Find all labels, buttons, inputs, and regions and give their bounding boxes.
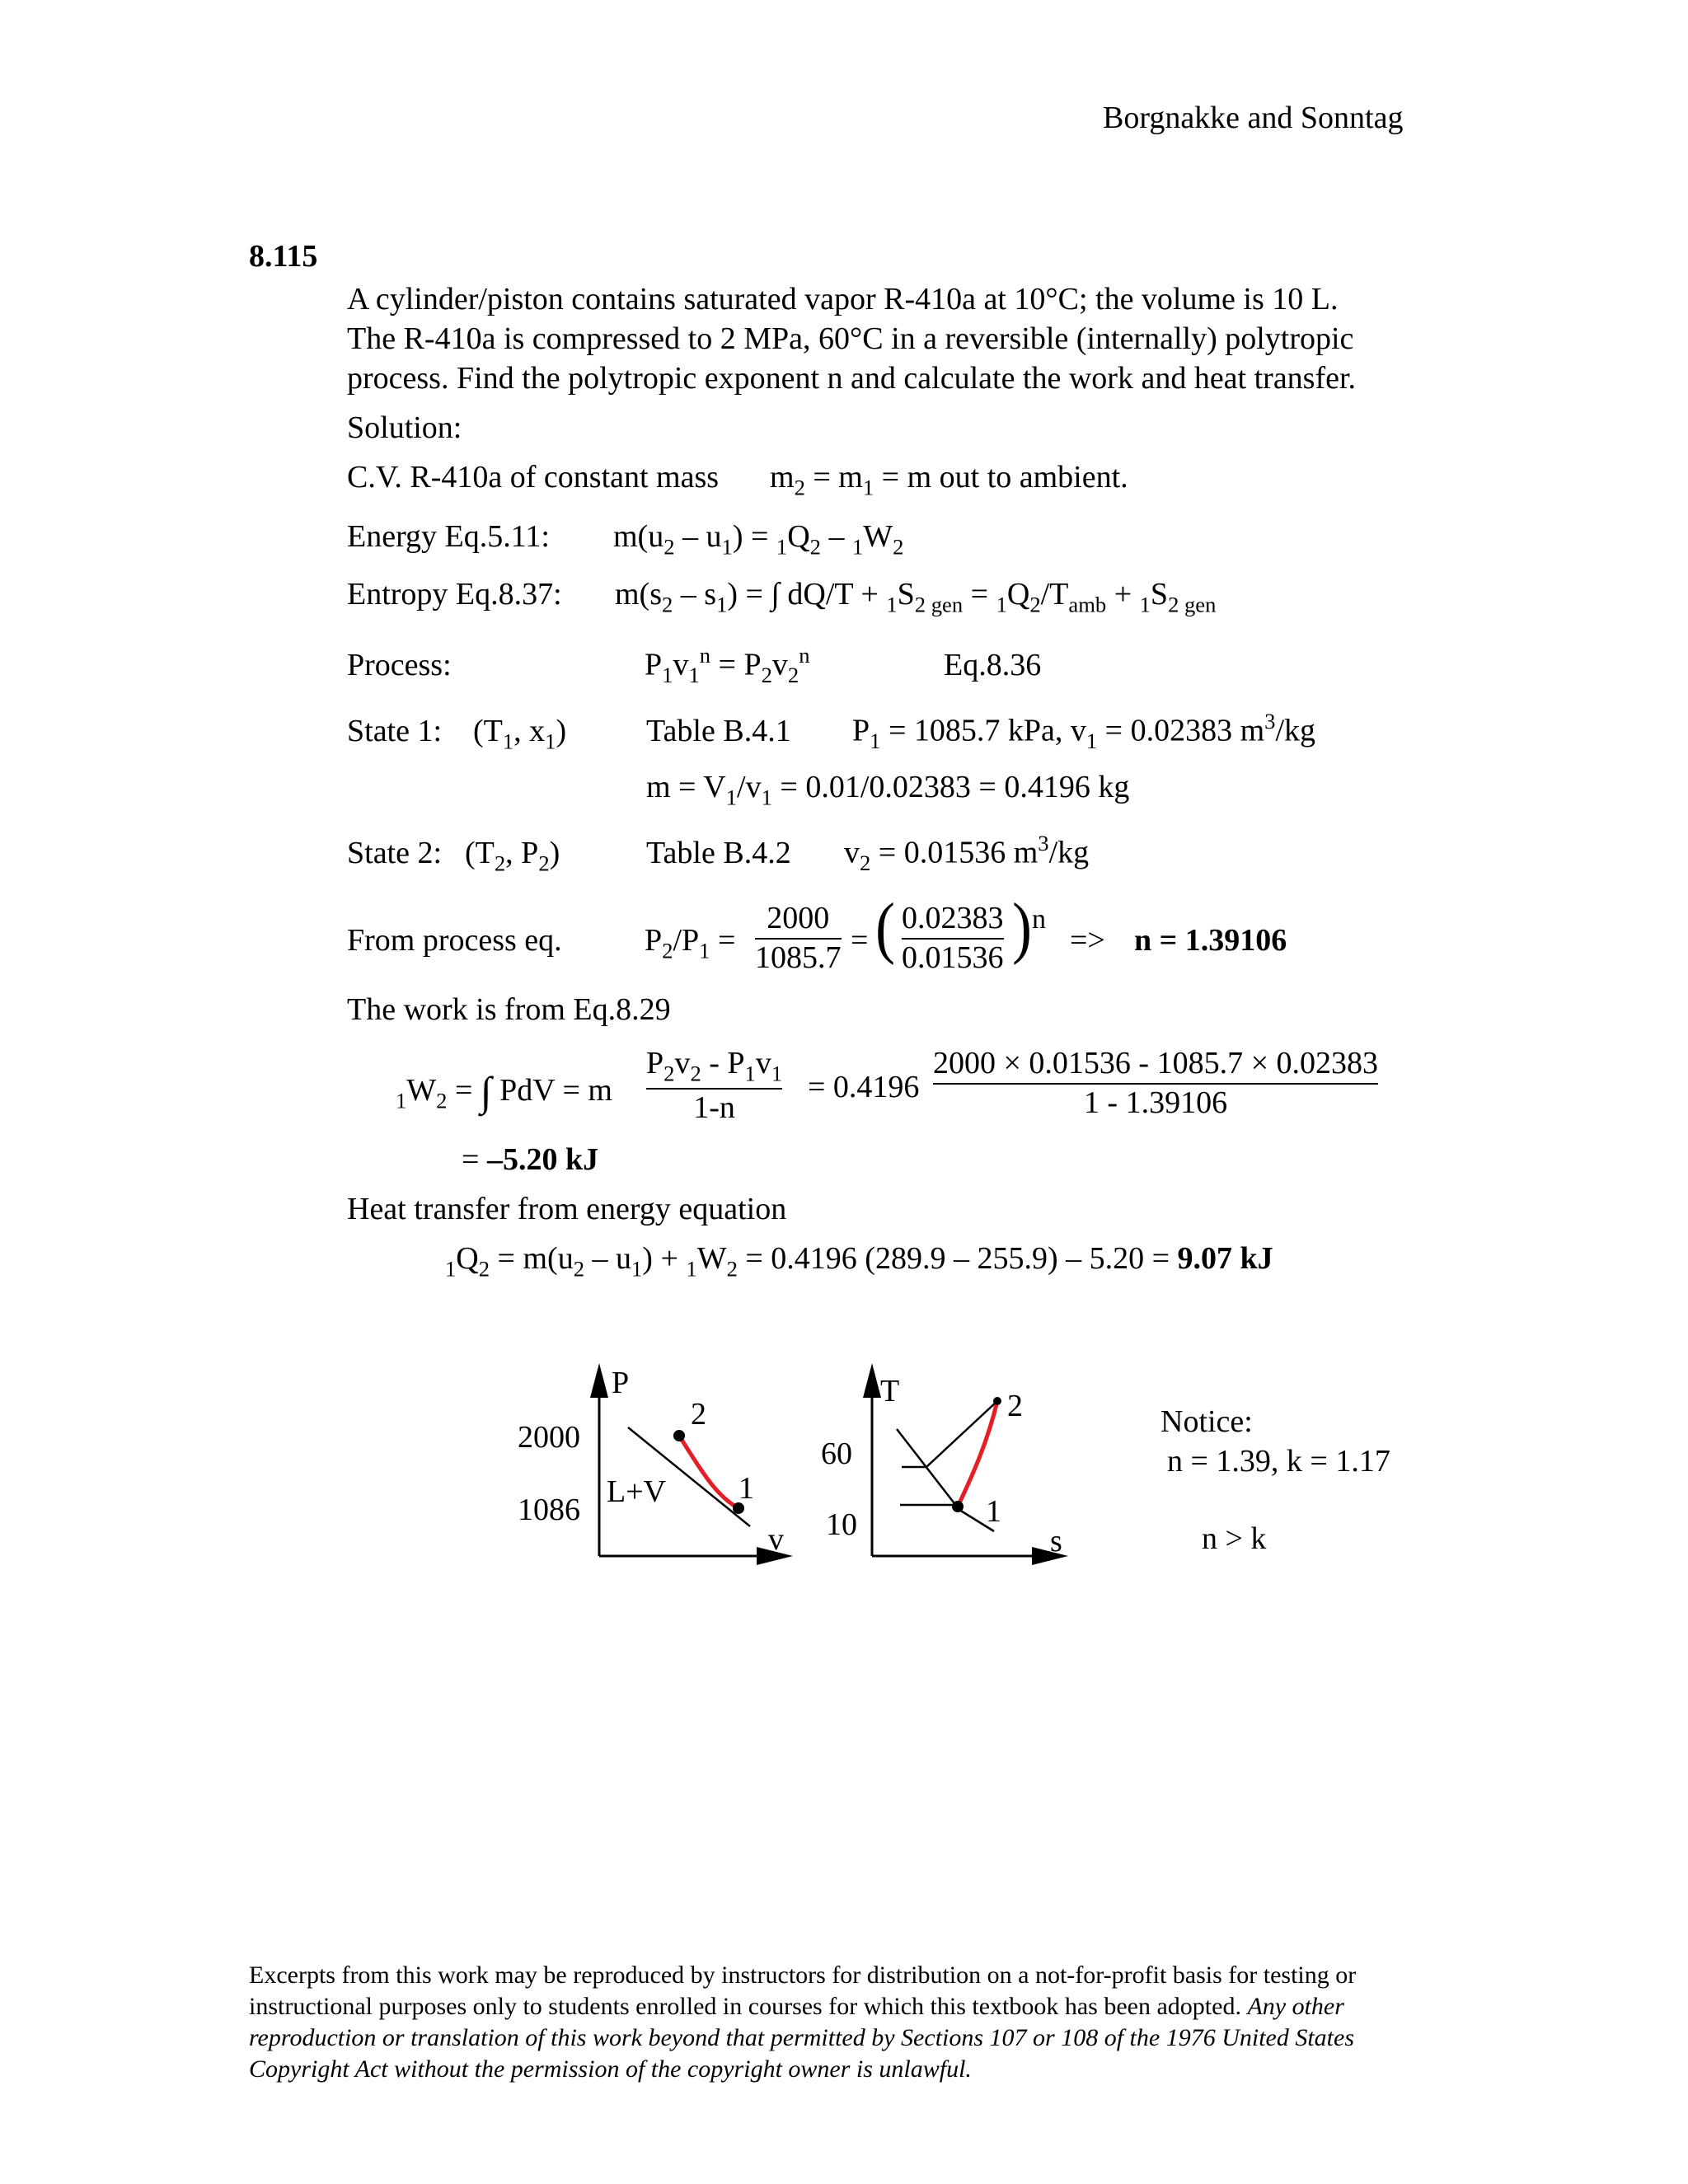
work-fraction-1-numerator: $P_2v_2 - P_1v_1$ bbox=[646, 1046, 783, 1086]
work-fraction-1-denominator: 1-n bbox=[693, 1090, 735, 1125]
ts-state1-label: 1 bbox=[986, 1494, 1001, 1529]
right-paren: ) bbox=[1012, 889, 1032, 966]
ts-state2-point bbox=[993, 1397, 1001, 1405]
work-equation-mid: = 0.4196 bbox=[808, 1070, 920, 1104]
ts-process-curve bbox=[958, 1401, 997, 1507]
problem-number: 8.115 bbox=[249, 239, 318, 274]
state1-properties: ($T_1$, $x_1$) bbox=[473, 714, 567, 754]
energy-equation: $m(u_2 - u_1) = _1Q_2 - _1W_2$ bbox=[613, 519, 904, 560]
state2-table: Table B.4.2 bbox=[646, 836, 791, 870]
exponent-n: n bbox=[1032, 904, 1046, 935]
pv-diagram bbox=[518, 1363, 793, 1565]
ts-y-axis-label: T bbox=[880, 1374, 900, 1408]
implies-arrow: => bbox=[1070, 923, 1105, 958]
state2-values: $v_2 = 0.01536$ $m^3/kg$ bbox=[844, 831, 1090, 875]
ts-tick-low: 10 bbox=[826, 1507, 857, 1542]
pv-process-curve bbox=[679, 1436, 738, 1508]
entropy-equation: $m(s_2 - s_1)$ = ∫ $dQ/T + _1S_{2 gen} = _1Q_2/T_{amb} + _1S_{2 gen}$ bbox=[615, 577, 1217, 617]
work-result: –5.20 kJ bbox=[486, 1142, 599, 1177]
ts-state2-label: 2 bbox=[1007, 1389, 1023, 1423]
from-process-label: From process eq. bbox=[347, 923, 562, 958]
ts-tick-high: 60 bbox=[821, 1436, 852, 1471]
pv-y-arrowhead bbox=[590, 1363, 608, 1398]
heat-intro: Heat transfer from energy equation bbox=[347, 1192, 787, 1226]
cv-label: C.V. R-410a of constant mass bbox=[347, 460, 720, 494]
heat-result: 9.07 kJ bbox=[1177, 1241, 1273, 1276]
ts-y-arrowhead bbox=[863, 1363, 881, 1398]
pressure-ratio: $P_2/P_1$ = bbox=[645, 923, 736, 963]
left-paren: ( bbox=[875, 889, 895, 966]
volume-fraction-denominator: 0.01536 bbox=[902, 940, 1004, 975]
work-lhs: $_1W_2$ = ∫ PdV = m bbox=[396, 1068, 612, 1114]
state2-label: State 2: bbox=[347, 836, 443, 870]
state2-properties: ($T_2$, $P_2$) bbox=[465, 836, 560, 876]
mass-equation: $m = V_1/v_1 = 0.01/0.02383 = 0.4196$ kg bbox=[646, 770, 1130, 810]
volume-fraction-numerator: 0.02383 bbox=[902, 901, 1004, 935]
heat-equation-rest: = 0.4196 (289.9 – 255.9) – 5.20 = bbox=[745, 1241, 1170, 1276]
pv-state1-label: 1 bbox=[738, 1471, 754, 1506]
pv-x-axis-label: v bbox=[768, 1522, 784, 1557]
work-intro: The work is from Eq.8.29 bbox=[347, 992, 671, 1027]
cv-equation-rest: = m out to ambient. bbox=[881, 460, 1128, 494]
process-label: Process: bbox=[347, 648, 452, 682]
state1-table: Table B.4.1 bbox=[646, 714, 791, 748]
problem-statement-line-3: process. Find the polytropic exponent n and calculate the work and heat transfer. bbox=[347, 361, 1357, 396]
notice-title: Notice: bbox=[1160, 1404, 1253, 1439]
pressure-fraction-denominator: 1085.7 bbox=[755, 940, 842, 975]
work-fraction-2-numerator: 2000 × 0.01536 - 1085.7 × 0.02383 bbox=[933, 1046, 1379, 1080]
ts-diagram bbox=[821, 1363, 1068, 1565]
ts-x-axis-label: s bbox=[1050, 1524, 1062, 1558]
pv-state2-point bbox=[673, 1430, 685, 1441]
problem-statement-line-2: The R-410a is compressed to 2 MPa, 60°C in a reversible (internally) polytropic bbox=[347, 321, 1354, 356]
state1-volume: = 0.02383 m bbox=[1104, 713, 1265, 748]
pressure-fraction-numerator: 2000 bbox=[767, 901, 830, 935]
problem-statement-line-1: A cylinder/piston contains saturated vapor R-410a at 10°C; the volume is 10 L. bbox=[347, 282, 1339, 316]
pv-region-label: L+V bbox=[607, 1474, 667, 1509]
notice-line-2: n > k bbox=[1202, 1521, 1267, 1556]
pv-state2-label: 2 bbox=[691, 1397, 706, 1432]
ts-state1-point bbox=[952, 1501, 964, 1512]
ts-dome-left bbox=[897, 1429, 959, 1510]
state1-values: $P_1 = 1085.7$ kPa, $v_1 = 0.02383$ $m^3/kg$ bbox=[852, 709, 1316, 753]
footer-italic-text: Any other reproduction or translation of this work beyond that permitted by Sections 107 or 108 of the 1976 United States Copyright Act without the permission of the copyright owner is unlawful. bbox=[249, 1993, 1355, 2083]
work-result-prefix: = bbox=[462, 1142, 480, 1177]
state2-volume: = 0.01536 m bbox=[878, 835, 1039, 870]
pv-y-axis-label: P bbox=[612, 1366, 630, 1400]
work-fraction-2-denominator: 1 - 1.39106 bbox=[1083, 1085, 1228, 1120]
copyright-footer bbox=[249, 1960, 1444, 2085]
pv-tick-low: 1086 bbox=[518, 1493, 580, 1527]
mass-equation-rest: = 0.01/0.02383 = 0.4196 kg bbox=[780, 770, 1130, 804]
pv-tick-high: 2000 bbox=[518, 1420, 580, 1455]
solution-heading: Solution: bbox=[347, 410, 462, 445]
entropy-label: Entropy Eq.8.37: bbox=[347, 577, 562, 612]
n-result: n = 1.39106 bbox=[1134, 923, 1287, 958]
energy-label: Energy Eq.5.11: bbox=[347, 519, 550, 554]
state1-label: State 1: bbox=[347, 714, 443, 748]
cv-equation: $m_2 = m_1 = m$ out to ambient. bbox=[770, 460, 1128, 500]
equals-sign: = bbox=[851, 923, 869, 958]
process-equation: $P_1v_1^n = P_2v_2^n$ bbox=[645, 643, 810, 687]
notice-line-1: n = 1.39, k = 1.17 bbox=[1167, 1444, 1390, 1479]
process-reference: Eq.8.36 bbox=[944, 648, 1042, 682]
state1-pressure: = 1085.7 kPa, bbox=[888, 713, 1063, 748]
heat-equation: $_1Q_2 = m(u_2 - u_1) + _1W_2 = 0.4196$ (289.9 – 255.9) – 5.20 = 9.07 kJ bbox=[445, 1241, 1273, 1282]
header-authors: Borgnakke and Sonntag bbox=[1103, 101, 1404, 135]
footer-normal-text: Excerpts from this work may be reproduced by instructors for distribution on a not-for-profit basis for testing or instructional purposes only to students enrolled in courses for which this textbook has been adopted. bbox=[249, 1961, 1357, 2020]
